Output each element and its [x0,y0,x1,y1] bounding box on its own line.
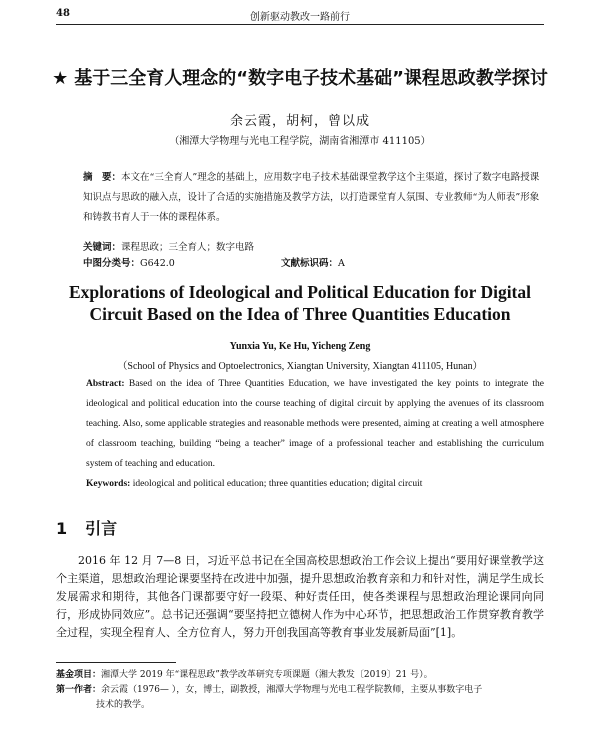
english-keywords-label: Keywords: [86,479,131,489]
running-title: 创新驱动教改一路前行 [250,12,350,23]
funding-label: 基金项目： [56,670,102,680]
english-abstract-label: Abstract: [86,379,125,389]
funding-note [56,668,544,683]
chinese-authors: 余云霞，胡柯，曾以成 [229,114,370,129]
document-id-value: A [338,258,345,269]
document-id [281,257,345,271]
section-heading [56,516,117,539]
english-keywords-text: ideological and political education; three quantities education; digital circuit [130,479,423,489]
chinese-abstract-paragraph [83,168,540,228]
section-number: 1 [56,519,68,538]
star-icon: ★ [52,68,69,89]
chinese-keywords-block [83,241,540,271]
english-abstract-paragraph [86,374,544,474]
page-header [56,8,544,25]
chinese-abstract-text: 本文在“三全育人”理念的基础上，应用数字电子技术基础课堂教学这个主渠道，探讨了数字电路授课知识点与思政的融入点，设计了合适的实施措施及教学方法，以打造课堂育人氛围、专业教师“为人师表”形象和铸教书育人于一体的课程体系。 [83,172,540,223]
chinese-affiliation: （湘潭大学物理与光电工程学院，湖南省湘潭市 411105） [169,136,431,147]
body-paragraph: 2016 年 12 月 7—8 日，习近平总书记在全国高校思想政治工作会议上提出“要用好课堂教学这个主渠道，思想政治理论课要坚持在改进中加强，提升思想政治教育亲和力和针对性，满足学生成长发展需求和期待，其他各门课都要守好一段渠、种好责任田，使各类课程与思想政治理论课同向同行，形成协同效应”。总书记还强调“要坚持把立德树人作为中心环节，把思想政治工作贯穿教育教学全过程，实现全程育人、全方位育人，努力开创我国高等教育事业发展新局面”[1]。 [56,554,544,639]
chinese-abstract [83,168,540,228]
classification-label: 中图分类号： [83,258,141,269]
first-author-label: 第一作者： [56,685,102,695]
classification-line [83,257,540,271]
chinese-abstract-label: 摘 要： [83,172,122,183]
footnotes [56,668,544,713]
first-author-note [56,683,544,698]
page-number: 48 [56,8,70,19]
chinese-keywords [83,241,540,255]
chinese-title-text: 基于三全育人理念的“数字电子技术基础”课程思政教学探讨 [74,68,548,89]
english-abstract-text: Based on the idea of Three Quantities Education, we have investigated the key points to integrate the ideological and political education into the course teaching of digital circuit by applying the avenues of its classroom teaching. Also, some applicable strategies and reasonable methods were presented, aiming at creating a well atmosphere of classroom teaching, building “being a teacher” image of a professional teacher and establishing the curriculum system of teaching and education. [86,379,544,469]
chinese-keywords-label: 关键词： [83,242,122,253]
english-affiliation: （School of Physics and Optoelectronics, Xiangtan University, Xiangtan 411105, Hunan） [117,361,483,372]
section-title: 引言 [85,519,118,538]
first-author-text: 余云霞（1976— ），女，博士，副教授，湘潭大学物理与光电工程学院教师，主要从事数字电子 [101,685,483,695]
footnote-divider [56,662,176,663]
english-keywords [86,474,544,494]
chinese-title [48,64,552,90]
english-title: Explorations of Ideological and Political Education for Digital Circuit Based on the Idea of Three Quantities Education [69,282,531,324]
english-authors: Yunxia Yu, Ke Hu, Yicheng Zeng [229,341,371,352]
chinese-keywords-text: 课程思政；三全育人；数字电路 [121,242,255,253]
first-author-note-continued: 技术的教学。 [96,700,151,710]
funding-text: 湘潭大学 2019 年“课程思政”教学改革研究专项课题（湘大教发〔2019〕21 号）。 [101,670,433,680]
english-abstract [86,374,544,494]
classification-value: G642.0 [140,258,175,269]
document-id-label: 文献标识码： [281,258,339,269]
